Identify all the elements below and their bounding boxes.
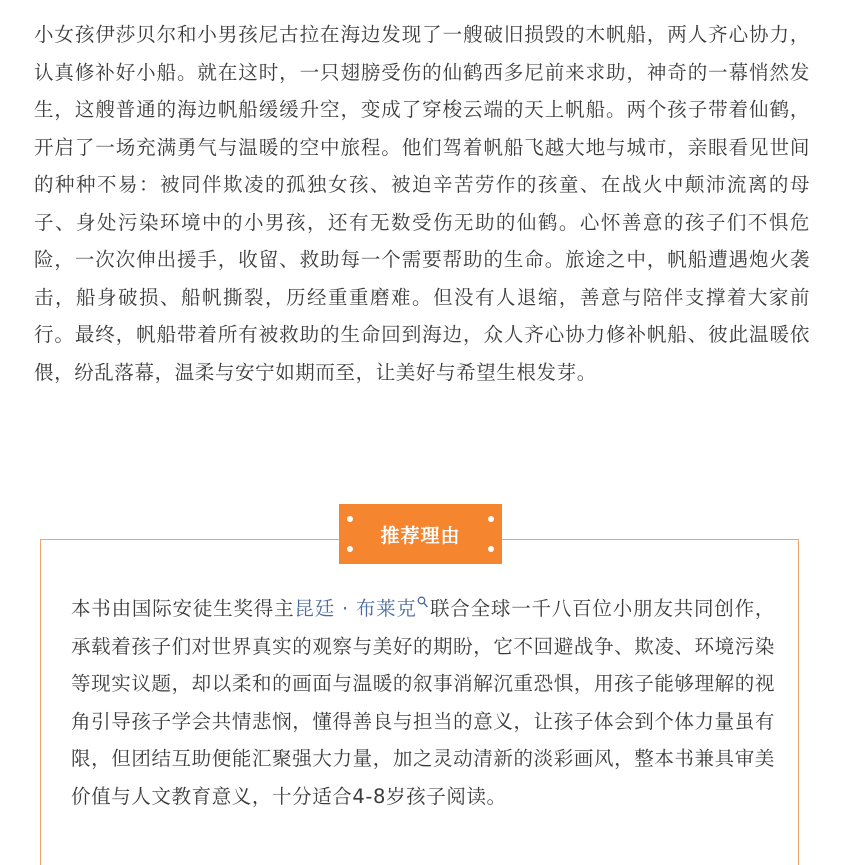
search-icon[interactable] xyxy=(417,596,428,608)
badge-dot xyxy=(488,546,494,552)
badge-dot xyxy=(347,546,353,552)
recommendation-badge xyxy=(339,504,502,564)
author-link[interactable]: 昆廷 · 布莱克 xyxy=(294,597,417,620)
badge-label: 推荐理由 xyxy=(380,524,461,547)
story-paragraph: 小女孩伊莎贝尔和小男孩尼古拉在海边发现了一艘破旧损毁的木帆船，两人齐心协力，认真修补好小船。就在这时，一只翅膀受伤的仙鹤西多尼前来求助，神奇的一幕悄然发生，这艘普通的海边帆船缓缓升空，变成了穿梭云端的天上帆船。两个孩子带着仙鹤，开启了一场充满勇气与温暖的空中旅程。他们驾着帆船飞越大地与城市，亲眼看见世间的种种不易：被同伴欺凌的孤独女孩、被迫辛苦劳作的孩童、在战火中颠沛流离的母子、身处污染环境中的小男孩，还有无数受伤无助的仙鹤。心怀善意的孩子们不惧危险，一次次伸出援手，收留、救助每一个需要帮助的生命。旅途之中，帆船遭遇炮火袭击，船身破损、船帆撕裂，历经重重磨难。但没有人退缩，善意与陪伴支撑着大家前行。最终，帆船带着所有被救助的生命回到海边，众人齐心协力修补帆船、彼此温暖依偎，纷乱落幕，温柔与安宁如期而至，让美好与希望生根发芽。 xyxy=(34,23,810,384)
badge-dot xyxy=(347,516,353,522)
recommendation-paragraph xyxy=(71,590,775,815)
recommendation-text-end: 联合全球一千八百位小朋友共同创作，承载着孩子们对世界真实的观察与美好的期盼，它不回避战争、欺凌、环境污染等现实议题，却以柔和的画面与温暖的叙事消解沉重恐惧，用孩子能够理解的视角引导孩子学会共情悲悯，懂得善良与担当的意义，让孩子体会到个体力量虽有限，但团结互助便能汇聚强大力量，加之灵动清新的淡彩画风，整本书兼具审美价值与人文教育意义，十分适合4-8岁孩子阅读。 xyxy=(71,597,775,808)
recommendation-text-start: 本书由国际安徒生奖得主 xyxy=(71,597,295,620)
badge-dot xyxy=(488,516,494,522)
